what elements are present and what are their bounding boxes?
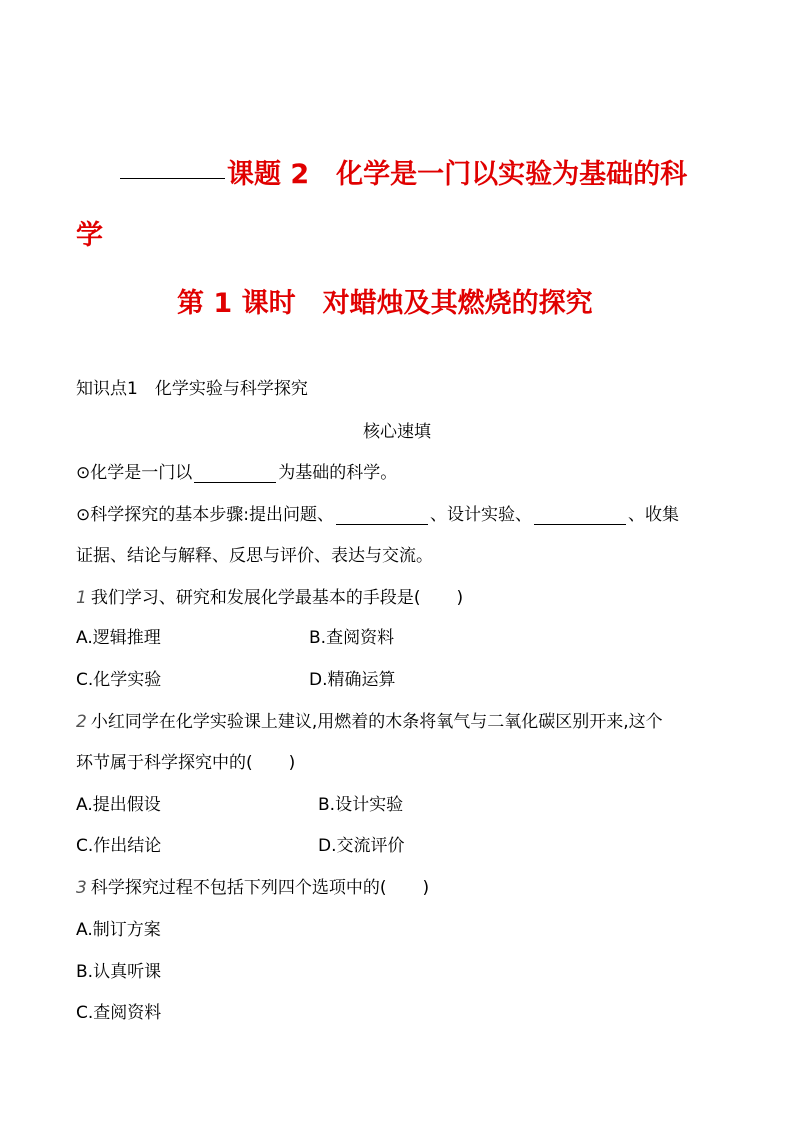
title-blank <box>120 152 225 179</box>
option-a[interactable]: A.制订方案 <box>76 920 161 940</box>
fill-item-1 <box>76 463 397 483</box>
option-d[interactable]: D.交流评价 <box>318 836 405 856</box>
question-2 <box>76 712 663 732</box>
option-b[interactable]: B.设计实验 <box>318 795 404 815</box>
question-text: 小红同学在化学实验课上建议,用燃着的木条将氧气与二氧化碳区别开来,这个 <box>90 712 663 732</box>
fill-blank-2[interactable] <box>336 506 428 525</box>
core-fill-heading: 核心速填 <box>363 422 431 442</box>
option-a[interactable]: A.提出假设 <box>76 795 161 815</box>
question-number: 2 <box>76 712 87 732</box>
question-2-line2 <box>76 753 295 773</box>
fill-2-prefix: ⊙科学探究的基本步骤:提出问题、 <box>76 505 334 525</box>
fill-blank-1[interactable] <box>194 464 276 483</box>
fill-2-middle: 、设计实验、 <box>429 505 532 525</box>
option-b[interactable]: B.查阅资料 <box>309 628 395 648</box>
fill-1-suffix: 为基础的科学。 <box>278 463 398 483</box>
question-3 <box>76 878 429 898</box>
option-c[interactable]: C.查阅资料 <box>76 1003 162 1023</box>
fill-item-2-line2: 证据、结论与解释、反思与评价、表达与交流。 <box>76 546 433 566</box>
paren-close: ) <box>422 878 430 898</box>
question-number: 1 <box>76 588 87 608</box>
lesson-title <box>120 152 687 191</box>
question-text-cont: 环节属于科学探究中的( <box>76 753 253 773</box>
question-number: 3 <box>76 878 87 898</box>
fill-1-prefix: ⊙化学是一门以 <box>76 463 193 483</box>
fill-blank-3[interactable] <box>534 506 626 525</box>
option-c[interactable]: C.作出结论 <box>76 836 162 856</box>
option-b[interactable]: B.认真听课 <box>76 962 162 982</box>
lesson-subtitle: 第 1 课时 对蜡烛及其燃烧的探究 <box>177 288 593 319</box>
lesson-title-continued: 学 <box>76 220 103 251</box>
option-c[interactable]: C.化学实验 <box>76 670 162 690</box>
paren-close: ) <box>288 753 296 773</box>
question-1 <box>76 588 463 608</box>
lesson-title-text: 课题 2 化学是一门以实验为基础的科 <box>227 159 688 190</box>
knowledge-point-heading: 知识点1 化学实验与科学探究 <box>76 379 308 399</box>
paren-close: ) <box>456 588 464 608</box>
option-a[interactable]: A.逻辑推理 <box>76 628 161 648</box>
question-text: 科学探究过程不包括下列四个选项中的( <box>90 878 387 898</box>
question-text: 我们学习、研究和发展化学最基本的手段是( <box>90 588 421 608</box>
fill-2-suffix: 、收集 <box>627 505 679 525</box>
fill-item-2 <box>76 505 679 525</box>
option-d[interactable]: D.精确运算 <box>309 670 396 690</box>
